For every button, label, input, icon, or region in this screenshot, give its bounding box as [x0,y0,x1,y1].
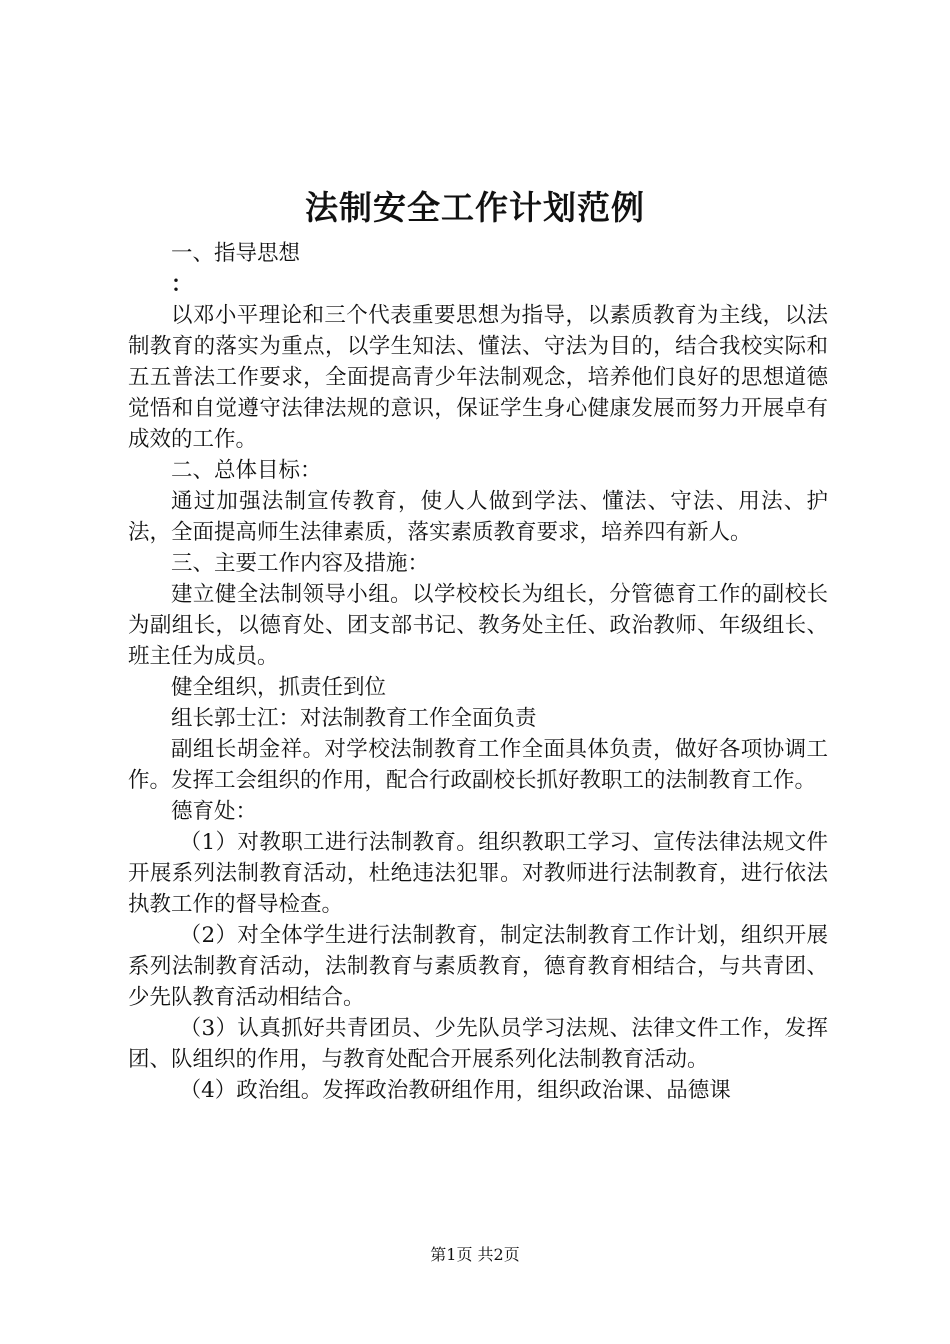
document-body [128,238,828,1106]
paragraph: 一、指导思想 [171,241,301,266]
paragraph: 副组长胡金祥。对学校法制教育工作全面具体负责，做好各项协调工作。发挥工会组织的作用，配合行政副校长抓好教职工的法制教育工作。 [128,737,828,793]
paragraph: 健全组织，抓责任到位 [171,675,387,700]
paragraph: （2）对全体学生进行法制教育，制定法制教育工作计划，组织开展系列法制教育活动，法制教育与素质教育，德育教育相结合，与共青团、少先队教育活动相结合。 [128,923,828,1010]
page-footer: 第1页 共2页 [430,1245,520,1264]
paragraph: （4）政治组。发挥政治教研组作用，组织政治课、品德课 [179,1078,731,1103]
paragraph: 二、总体目标： [171,458,322,483]
document-title: 法制安全工作计划范例 [305,188,645,227]
paragraph: 德育处： [171,799,258,824]
paragraph: （3）认真抓好共青团员、少先队员学习法规、法律文件工作，发挥团、队组织的作用，与教育处配合开展系列化法制教育活动。 [128,1016,828,1072]
paragraph: 建立健全法制领导小组。以学校校长为组长，分管德育工作的副校长为副组长，以德育处、团支部书记、教务处主任、政治教师、年级组长、班主任为成员。 [128,582,828,669]
paragraph: 通过加强法制宣传教育，使人人做到学法、懂法、守法、用法、护法，全面提高师生法律素质，落实素质教育要求，培养四有新人。 [128,489,828,545]
paragraph: （1）对教职工进行法制教育。组织教职工学习、宣传法律法规文件开展系列法制教育活动，杜绝违法犯罪。对教师进行法制教育，进行依法执教工作的督导检查。 [128,830,828,917]
paragraph: 组长郭士江：对法制教育工作全面负责 [171,706,537,731]
paragraph: ： [171,272,193,297]
paragraph: 以邓小平理论和三个代表重要思想为指导，以素质教育为主线，以法制教育的落实为重点，以学生知法、懂法、守法为目的，结合我校实际和五五普法工作要求，全面提高青少年法制观念，培养他们良好的思想道德觉悟和自觉遵守法律法规的意识，保证学生身心健康发展而努力开展卓有成效的工作。 [128,303,828,452]
paragraph: 三、主要工作内容及措施： [171,551,430,576]
